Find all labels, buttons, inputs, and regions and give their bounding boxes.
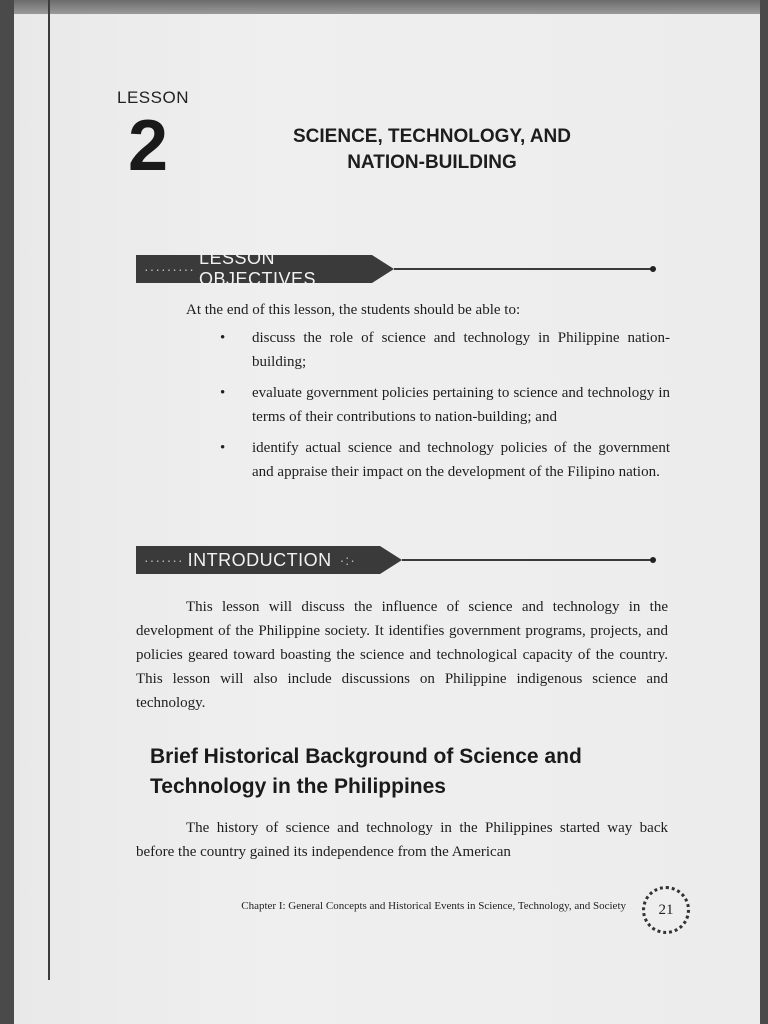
- top-edge: [14, 0, 760, 14]
- banner-end-dot: [650, 557, 656, 563]
- banner-end-dot: [650, 266, 656, 272]
- objective-text: discuss the role of science and technology in Philippine nation-building;: [252, 330, 670, 370]
- introduction-paragraph: This lesson will discuss the influence of science and technology in the development of the Philippine society. It identifies government programs, projects, and policies geared toward boasting the science and technological capacity of the country. This lesson will also include discussions on Philippine indigenous science and technology.: [136, 599, 668, 711]
- banner-body: [136, 248, 372, 289]
- banner-dots: ·······: [144, 552, 184, 568]
- lesson-objectives-banner: [136, 248, 656, 289]
- objectives-intro: At the end of this lesson, the students should be able to:: [186, 302, 521, 318]
- page-number-badge: [642, 886, 690, 934]
- objective-text: evaluate government policies pertaining to science and technology in terms of their contributions to nation-building; and: [252, 385, 670, 425]
- banner-label: LESSON OBJECTIVES: [198, 248, 316, 289]
- chapter-footer: Chapter I: General Concepts and Historical Events in Science, Technology, and Society: [241, 900, 626, 912]
- bullet-icon: •: [220, 330, 226, 346]
- book-page: [14, 0, 760, 1024]
- banner-arrow-tip: [380, 546, 402, 574]
- section-heading: Brief Historical Background of Science and Technology in the Philippines: [150, 745, 582, 798]
- banner-trail-dots: ·:·: [339, 552, 356, 568]
- lesson-title-line-2: NATION-BUILDING: [347, 152, 517, 173]
- bullet-icon: •: [220, 385, 226, 401]
- banner-rule: [402, 559, 652, 561]
- banner-arrow-tip: [372, 255, 394, 283]
- margin-rule: [48, 0, 50, 980]
- banner-rule: [394, 268, 652, 270]
- objective-item: [200, 436, 670, 484]
- lesson-title: [252, 124, 612, 176]
- objectives-list: [200, 326, 670, 491]
- objective-item: [200, 381, 670, 429]
- lesson-label: LESSON: [117, 88, 189, 107]
- lesson-title-line-1: SCIENCE, TECHNOLOGY, AND: [293, 126, 571, 147]
- banner-label: INTRODUCTION: [187, 549, 332, 570]
- objective-item: [200, 326, 670, 374]
- lesson-number: 2: [128, 106, 169, 186]
- page-number: 21: [658, 901, 674, 918]
- bullet-icon: •: [220, 440, 226, 456]
- banner-body: [136, 546, 380, 574]
- banner-dots: ·········: [144, 261, 195, 277]
- objective-text: identify actual science and technology policies of the government and appraise their impact on the development of the Filipino nation.: [252, 440, 670, 480]
- introduction-banner: [136, 546, 656, 574]
- history-paragraph: The history of science and technology in the Philippines started way back before the country gained its independence from the American: [136, 820, 668, 860]
